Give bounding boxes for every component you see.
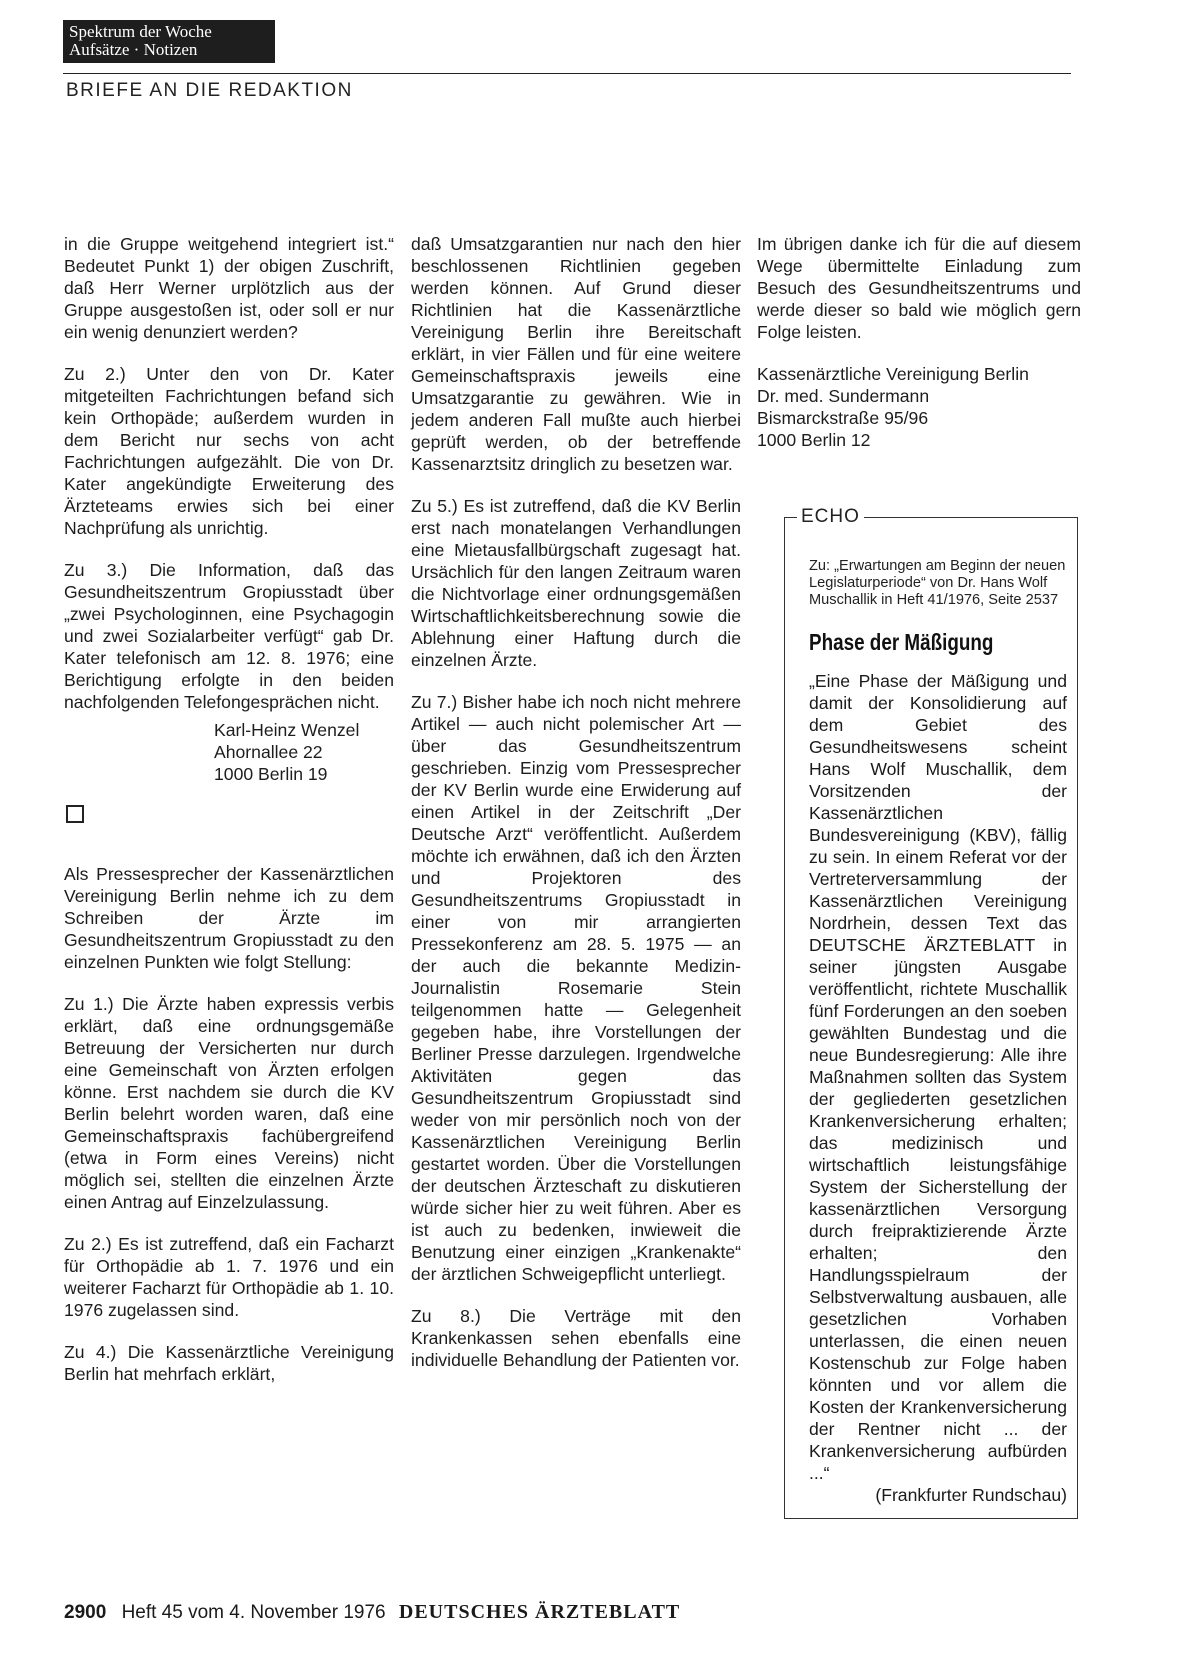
echo-source: (Frankfurter Rundschau): [875, 1485, 1067, 1505]
journal-name: DEUTSCHES ÄRZTEBLATT: [398, 1601, 681, 1623]
section-tag-line2: Aufsätze · Notizen: [69, 40, 198, 59]
sender-city: 1000 Berlin 12: [757, 430, 871, 450]
signature-city: 1000 Berlin 19: [214, 764, 328, 784]
section-title: BRIEFE AN DIE REDAKTION: [66, 80, 353, 101]
paragraph: Im übrigen danke ich für die auf diesem Wege übermittelte Einladung zum Besuch des Gesundheitszentrums und werde dieser so bald wie möglich gern Folge leisten.: [757, 234, 1081, 342]
paragraph: Zu 1.) Die Ärzte haben expressis verbis erklärt, daß eine ordnungsgemäße Betreuung der Versicherten nur durch eine Gemeinschaft von Ärzten erfolgen könne. Erst nachdem sie durch die KV Berlin belehrt worden waren, daß eine Gemeinschaftspraxis fachübergreifend (etwa in Form eines Vereins) nicht möglich sei, stellten die einzelnen Ärzte einen Antrag auf Einzelzulassung.: [64, 994, 394, 1212]
sender-organization: Kassenärztliche Vereinigung Berlin: [757, 364, 1029, 384]
paragraph: Zu 3.) Die Information, daß das Gesundheitszentrum Gropiusstadt über „zwei Psychologinnen, eine Psychagogin und zwei Sozialarbeiter verfügt“ gab Dr. Kater telefonisch am 12. 8. 1976; eine Berichtigung erfolgte in den beiden nachfolgenden Telefongesprächen nicht.: [64, 560, 394, 712]
signature-name: Karl-Heinz Wenzel: [214, 720, 360, 740]
echo-label: ECHO: [797, 506, 864, 528]
echo-headline: Phase der Mäßigung: [809, 629, 994, 655]
echo-body: „Eine Phase der Mäßigung und damit der Konsolidierung auf dem Gebiet des Gesundheitswesens scheint Hans Wolf Muschallik, dem Vorsitzenden der Kassenärztlichen Bundesvereinigung (KBV), fällig zu sein. In einem Referat vor der Vertreterversammlung der Kassenärztlichen Vereinigung Nordrhein, dessen Text das DEUTSCHE ÄRZTEBLATT in seiner jüngsten Ausgabe veröffentlicht, richtete Muschallik fünf Forderungen an den soeben gewählten Bundestag und die neue Bundesregierung: Alle ihre Maßnahmen sollten das System der gegliederten gesetzlichen Krankenversicherung erhalten; das medizinisch und wirtschaftlich leistungsfähige System der Sicherstellung der kassenärztlichen Versorgung durch freipraktizierende Ärzte erhalten; den Handlungsspielraum der Selbstverwaltung ausbauen, alle gesetzlichen Vorhaben unterlassen, die einen neuen Kostenschub zur Folge haben könnten und vor allem die Kosten der Krankenversicherung der Rentner nicht ... der Krankenversicherung aufbürden ...“: [809, 671, 1067, 1483]
echo-reference: Zu: „Erwartungen am Beginn der neuen Legislaturperiode“ von Dr. Hans Wolf Muschallik in Heft 41/1976, Seite 2537: [809, 558, 1066, 608]
page-number: 2900: [64, 1602, 107, 1623]
paragraph: Zu 5.) Es ist zutreffend, daß die KV Berlin erst nach monatelangen Verhandlungen eine Mietausfallbürgschaft zugesagt hat. Ursächlich für den langen Zeitraum waren die Nichtvorlage einer ordnungsgemäßen Wirtschaftlichkeitsberechnung sowie die Ablehnung einer Haftung durch die einzelnen Ärzte.: [411, 496, 741, 670]
signature-street: Ahornallee 22: [214, 742, 323, 762]
sender-name: Dr. med. Sundermann: [757, 386, 930, 406]
issue-info: Heft 45 vom 4. November 1976: [121, 1602, 386, 1623]
sender-street: Bismarckstraße 95/96: [757, 408, 929, 428]
paragraph: Zu 8.) Die Verträge mit den Krankenkassen sehen ebenfalls eine individuelle Behandlung der Patienten vor.: [411, 1306, 741, 1370]
paragraph: Als Pressesprecher der Kassenärztlichen Vereinigung Berlin nehme ich zu dem Schreiben der Ärzte im Gesundheitszentrum Gropiusstadt zu den einzelnen Punkten wie folgt Stellung:: [64, 864, 394, 972]
column-1: [64, 233, 394, 1405]
sender-block: [757, 363, 1081, 451]
signature-block: [64, 719, 394, 785]
paragraph: Zu 7.) Bisher habe ich noch nicht mehrere Artikel — auch nicht polemischer Art — über das Gesundheitszentrum geschrieben. Einzig vom Pressesprecher der KV Berlin wurde eine Erwiderung auf einen Artikel in der Zeitschrift „Der Deutsche Arzt“ veröffentlicht. Außerdem möchte ich erwähnen, daß ich den Ärzten und Projektoren des Gesundheitszentrums Gropiusstadt in einer von mir arrangierten Pressekonferenz am 28. 5. 1975 — an der auch die bekannte Medizin-Journalistin Rosemarie Stein teilgenommen hatte — Gelegenheit gegeben habe, ihre Vorstellungen der Berliner Presse darzulegen. Irgendwelche Aktivitäten gegen das Gesundheitszentrum Gropiusstadt sind weder von mir persönlich noch von der Kassenärztlichen Vereinigung Berlin gestartet worden. Über die Vorstellungen der deutschen Ärzteschaft zu diskutieren würde sicher hier zu weit führen. Aber es ist auch zu bedenken, inwieweit die Benutzung einer einzigen „Krankenakte“ der ärztlichen Schweigepflicht unterliegt.: [411, 692, 741, 1284]
page-footer: [64, 1601, 680, 1624]
column-2: [411, 233, 741, 1391]
section-tag: [63, 20, 275, 63]
paragraph: Zu 2.) Unter den von Dr. Kater mitgeteilten Fachrichtungen befand sich kein Orthopäde; außerdem wurden in dem Bericht nur sechs von acht Fachrichtungen aufgezählt. Die von Dr. Kater angekündigte Erweiterung des Ärzteteams erwies sich bei einer Nachprüfung als unrichtig.: [64, 364, 394, 538]
section-tag-line1: Spektrum der Woche: [69, 22, 212, 41]
echo-box: [784, 506, 1078, 1519]
end-of-letter-box-icon: [66, 805, 84, 823]
header-rule: [63, 73, 1071, 74]
paragraph: daß Umsatzgarantien nur nach den hier beschlossenen Richtlinien gegeben werden können. Auf Grund dieser Richtlinien hat die Kassenärztliche Vereinigung Berlin ihre Bereitschaft erklärt, in vier Fällen und für eine weitere Gemeinschaftspraxis jeweils eine Umsatzgarantie zu gewähren. Wie in jedem anderen Fall mußte auch hierbei geprüft werden, ob der betreffende Kassenarztsitz dringlich zu besetzen war.: [411, 234, 741, 474]
paragraph: Zu 4.) Die Kassenärztliche Vereinigung Berlin hat mehrfach erklärt,: [64, 1342, 394, 1384]
paragraph: Zu 2.) Es ist zutreffend, daß ein Facharzt für Orthopädie ab 1. 7. 1976 und ein weiterer Facharzt für Orthopädie ab 1. 10. 1976 zugelassen sind.: [64, 1234, 394, 1320]
column-3: [757, 233, 1081, 451]
paragraph: in die Gruppe weitgehend integriert ist.“ Bedeutet Punkt 1) der obigen Zuschrift, daß Herr Werner urplötzlich aus der Gruppe ausgestoßen ist, oder soll er nur ein wenig denunziert werden?: [64, 234, 394, 342]
